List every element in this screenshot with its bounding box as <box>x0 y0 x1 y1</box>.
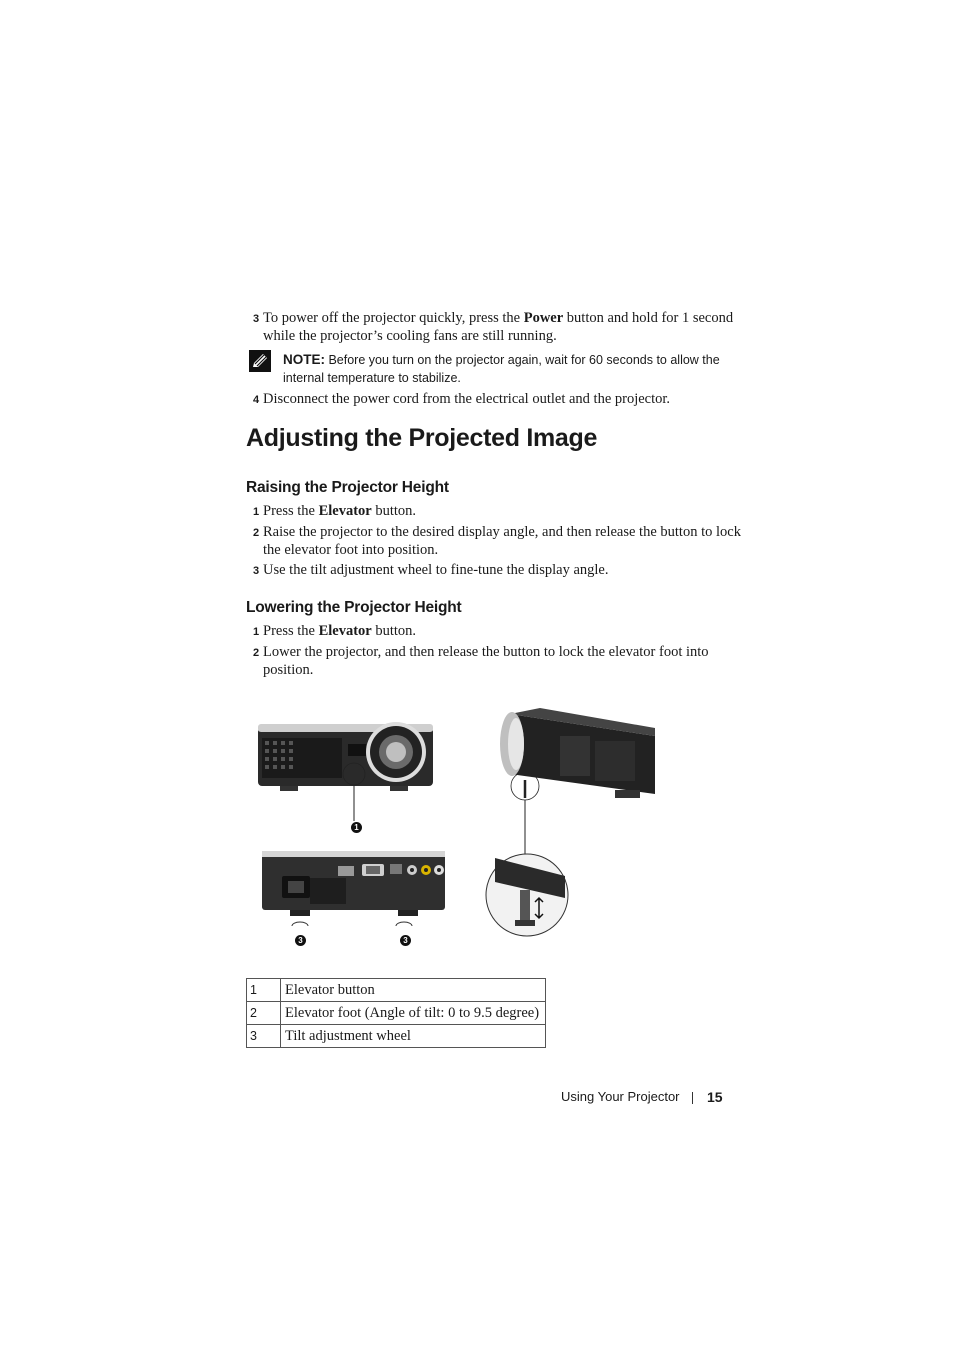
step-number: 2 <box>253 527 260 539</box>
raising-step-2 <box>253 524 743 558</box>
legend-text: Elevator button <box>281 979 546 1002</box>
step-disconnect <box>253 391 743 410</box>
legend-text: Tilt adjustment wheel <box>281 1025 546 1048</box>
legend-table <box>246 978 546 1048</box>
note-text: NOTE: Before you turn on the projector again, wait for 60 seconds to allow the internal temperature to stabilize. <box>283 352 720 385</box>
step-text: Press the Elevator button. <box>263 503 417 519</box>
callout-3-left: 3 <box>295 935 306 946</box>
raising-step-3 <box>253 562 743 581</box>
lowering-step-2 <box>253 644 743 678</box>
step-number: 4 <box>253 394 260 406</box>
table-row <box>247 1002 546 1025</box>
legend-number: 1 <box>247 979 281 1002</box>
step-number: 3 <box>253 565 260 577</box>
table-row <box>247 979 546 1002</box>
projector-figure <box>250 686 690 948</box>
callout-3-right: 3 <box>400 935 411 946</box>
legend-number: 3 <box>247 1025 281 1048</box>
step-number: 1 <box>253 626 260 638</box>
step-text: To power off the projector quickly, press the Power button and hold for 1 second while the projector’s cooling fans are still running. <box>263 310 734 344</box>
step-text: Disconnect the power cord from the electrical outlet and the projector. <box>263 391 671 407</box>
table-row <box>247 1025 546 1048</box>
step-text: Raise the projector to the desired display angle, and then release the button to lock the elevator foot into position. <box>263 524 741 558</box>
step-text: Press the Elevator button. <box>263 623 417 639</box>
note-label: NOTE: <box>283 352 325 367</box>
raising-heading: Raising the Projector Height <box>246 479 449 496</box>
page-number: 15 <box>707 1089 723 1105</box>
step-text: Lower the projector, and then release the button to lock the elevator foot into position. <box>263 644 709 678</box>
elevator-foot-zoom <box>486 854 568 936</box>
step-number: 1 <box>253 506 260 518</box>
section-title: Adjusting the Projected Image <box>246 424 598 452</box>
step-power-off <box>253 310 743 344</box>
footer-section: Using Your Projector <box>561 1089 680 1104</box>
step-text: Use the tilt adjustment wheel to fine-tune the display angle. <box>263 562 609 578</box>
raising-step-1 <box>253 503 743 522</box>
callout-1: 1 <box>351 822 362 833</box>
step-number: 2 <box>253 647 260 659</box>
projector-back-view <box>262 851 445 926</box>
legend-number: 2 <box>247 1002 281 1025</box>
step-number: 3 <box>253 313 260 325</box>
projector-front-view <box>258 722 433 821</box>
footer-divider <box>692 1092 693 1104</box>
projector-side-view <box>500 708 655 854</box>
note-pencil-icon <box>249 350 271 377</box>
lowering-heading: Lowering the Projector Height <box>246 599 462 616</box>
lowering-step-1 <box>253 623 743 642</box>
legend-text: Elevator foot (Angle of tilt: 0 to 9.5 degree) <box>281 1002 546 1025</box>
